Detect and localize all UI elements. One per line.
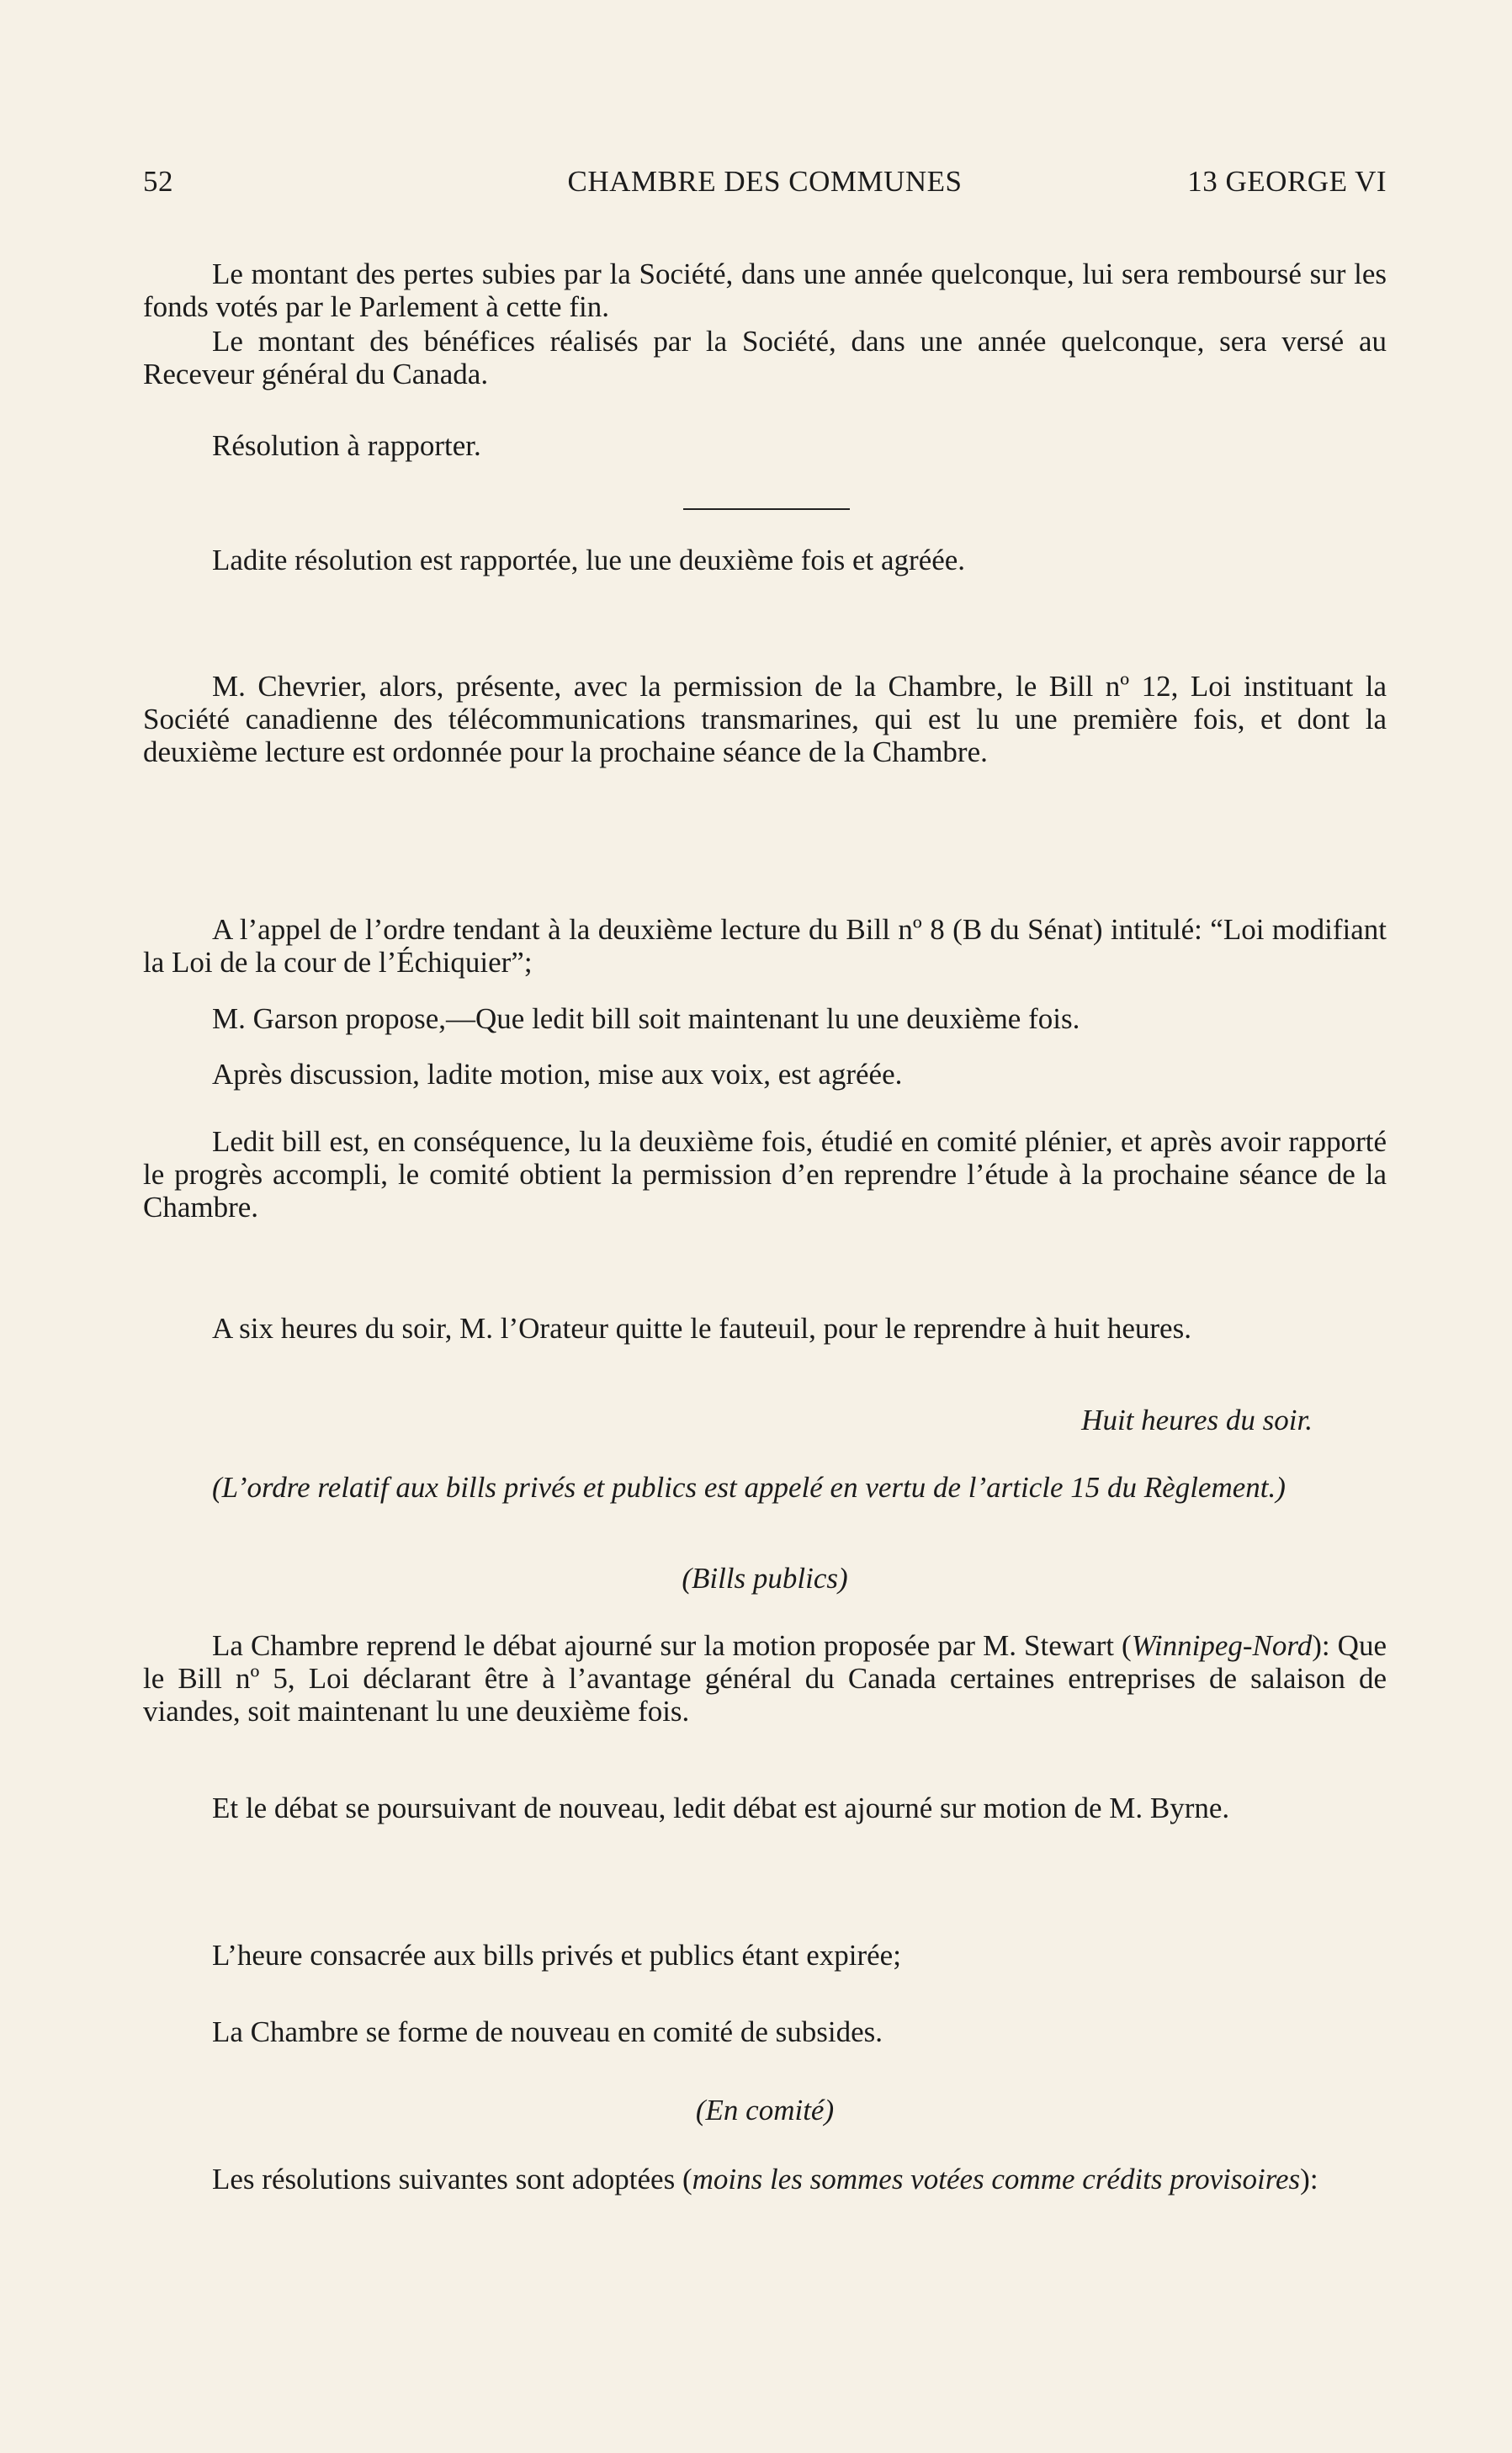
paragraph-hour-expired: L’heure consacrée aux bills privés et publics étant expirée; [212, 1939, 901, 1972]
paragraph-byrne-adjourn: Et le débat se poursuivant de nouveau, ledit débat est ajourné sur motion de M. Byrne. [212, 1792, 1230, 1824]
paragraph-supply-committee: La Chambre se forme de nouveau en comité de subsides. [212, 2015, 883, 2048]
paragraph-bill-committee: Ledit bill est, en conséquence, lu la deuxième fois, étudié en comité plénier, et après avoir rapporté le progrès accompli, le comité obtient la permission d’en reprendre l’étude à la prochaine séance de la Chambre. [143, 1125, 1387, 1224]
header-reign: 13 GEORGE VI [1187, 165, 1387, 198]
running-header [143, 165, 1387, 205]
stewart-riding: Winnipeg-Nord [1131, 1629, 1313, 1662]
paragraph-stewart-motion [143, 1629, 1387, 1728]
document-page [143, 0, 1387, 2453]
paragraph-motion-agreed: Après discussion, ladite motion, mise aux voix, est agréée. [212, 1058, 903, 1091]
resolutions-text-c: ): [1300, 2163, 1318, 2195]
header-title: CHAMBRE DES COMMUNES [567, 165, 963, 198]
paragraph-profits: Le montant des bénéfices réalisés par la Société, dans une année quelconque, sera versé au Receveur général du Canada. [143, 325, 1387, 390]
paragraph-resolutions-adopted [143, 2163, 1387, 2195]
paragraph-bill-12: M. Chevrier, alors, présente, avec la permission de la Chambre, le Bill nº 12, Loi instituant la Société canadienne des télécommunications transmarines, qui est lu une première fois, et dont la deuxième lecture est ordonnée pour la prochaine séance de la Chambre. [143, 670, 1387, 768]
paragraph-resolution-report: Résolution à rapporter. [212, 429, 481, 462]
paragraph-private-bills-order: (L’ordre relatif aux bills privés et publics est appelé en vertu de l’article 15 du Règlement.) [212, 1471, 1286, 1504]
stewart-text-c: ): Que le Bill nº 5, Loi déclarant être à l’avantage général du Canada certaines entreprises de salaison de viandes, soit maintenant lu une deuxième fois. [143, 1629, 1387, 1728]
paragraph-losses: Le montant des pertes subies par la Société, dans une année quelconque, lui sera remboursé sur les fonds votés par le Parlement à cette fin. [143, 258, 1387, 323]
heading-public-bills: (Bills publics) [682, 1562, 848, 1595]
page-number: 52 [143, 165, 173, 198]
stewart-text-a: La Chambre reprend le débat ajourné sur la motion proposée par M. Stewart ( [212, 1629, 1132, 1662]
paragraph-resolution-agreed: Ladite résolution est rapportée, lue une deuxième fois et agréée. [212, 544, 966, 576]
paragraph-bill-8-order: A l’appel de l’ordre tendant à la deuxième lecture du Bill nº 8 (B du Sénat) intitulé: “Loi modifiant la Loi de la cour de l’Échiquier”; [143, 913, 1387, 979]
separator-rule [683, 508, 850, 510]
paragraph-six-oclock: A six heures du soir, M. l’Orateur quitte le fauteuil, pour le reprendre à huit heures. [212, 1312, 1191, 1345]
resolutions-text-a: Les résolutions suivantes sont adoptées ( [212, 2163, 692, 2195]
paragraph-garson-motion: M. Garson propose,—Que ledit bill soit maintenant lu une deuxième fois. [212, 1002, 1080, 1035]
heading-in-committee: (En comité) [695, 2094, 835, 2126]
time-eight-oclock: Huit heures du soir. [1081, 1404, 1313, 1436]
resolutions-italic: moins les sommes votées comme crédits provisoires [692, 2163, 1301, 2195]
